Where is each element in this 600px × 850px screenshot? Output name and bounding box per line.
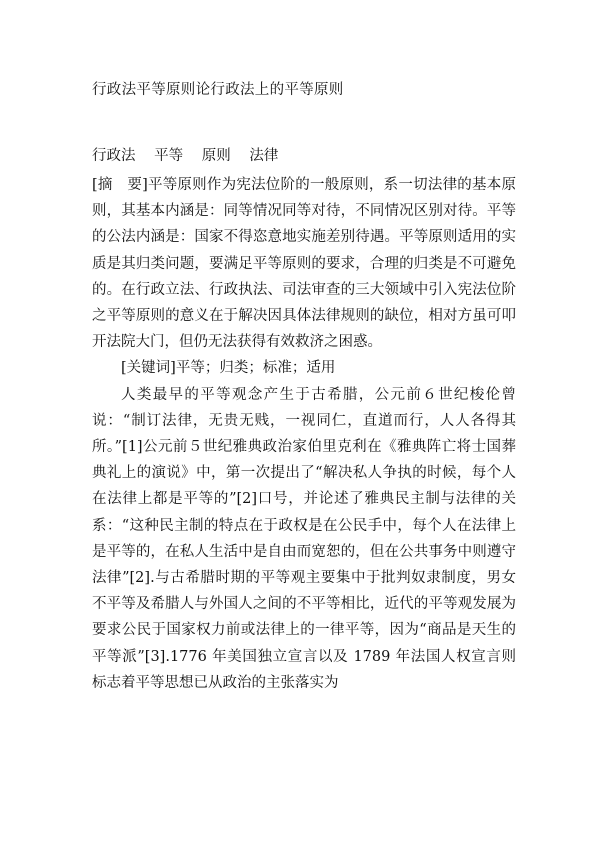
keywords-header <box>92 144 292 165</box>
keyword-item: 原则 <box>201 148 231 164</box>
document-body <box>92 172 516 696</box>
document-title: 行政法平等原则论行政法上的平等原则 <box>92 82 344 98</box>
keyword-item: 法律 <box>249 148 279 164</box>
keywords-line: [关键词]平等；归类；标准；适用 <box>121 360 336 377</box>
abstract-paragraph: [摘 要]平等原则作为宪法位阶的一般原则，系一切法律的基本原则，其基本内涵是：同等情况同等对待，不同情况区别对待。平等的公法内涵是：国家不得恣意地实施差别待遇。平等原则适用的实质是其归类问题，要满足平等原则的要求，合理的归类是不可避免的。在行政立法、行政执法、司法审查的三大领域中引入宪法位阶之平等原则的意义在于解决因具体法律规则的缺位，相对方虽可叩开法院大门，但仍无法获得有效救济之困惑。 <box>92 177 516 351</box>
keyword-item: 行政法 <box>92 148 136 164</box>
keyword-item: 平等 <box>154 148 184 164</box>
body-paragraph: 人类最早的平等观念产生于古希腊，公元前６世纪梭伦曾说：“制订法律，无贵无贱，一视同仁，直道而行，人人各得其所。”[1]公元前５世纪雅典政治家伯里克利在《雅典阵亡将士国葬典礼上的演说》中，第一次提出了“解决私人争执的时候，每个人在法律上都是平等的”[2]口号，并论述了雅典民主制与法律的关系：“这种民主制的特点在于政权是在公民手中，每个人在法律上是平等的，在私人生活中是自由而宽恕的，但在公共事务中则遵守法律”[2].与古希腊时期的平等观主要集中于批判奴隶制度，男女不平等及希腊人与外国人之间的不平等相比，近代的平等观发展为要求公民于国家权力前或法律上的一律平等，因为“商品是天生的平等派”[3].1776 年美国独立宣言以及 1789 年法国人权宣言则标志着平等思想已从政治的主张落实为 <box>92 386 516 691</box>
